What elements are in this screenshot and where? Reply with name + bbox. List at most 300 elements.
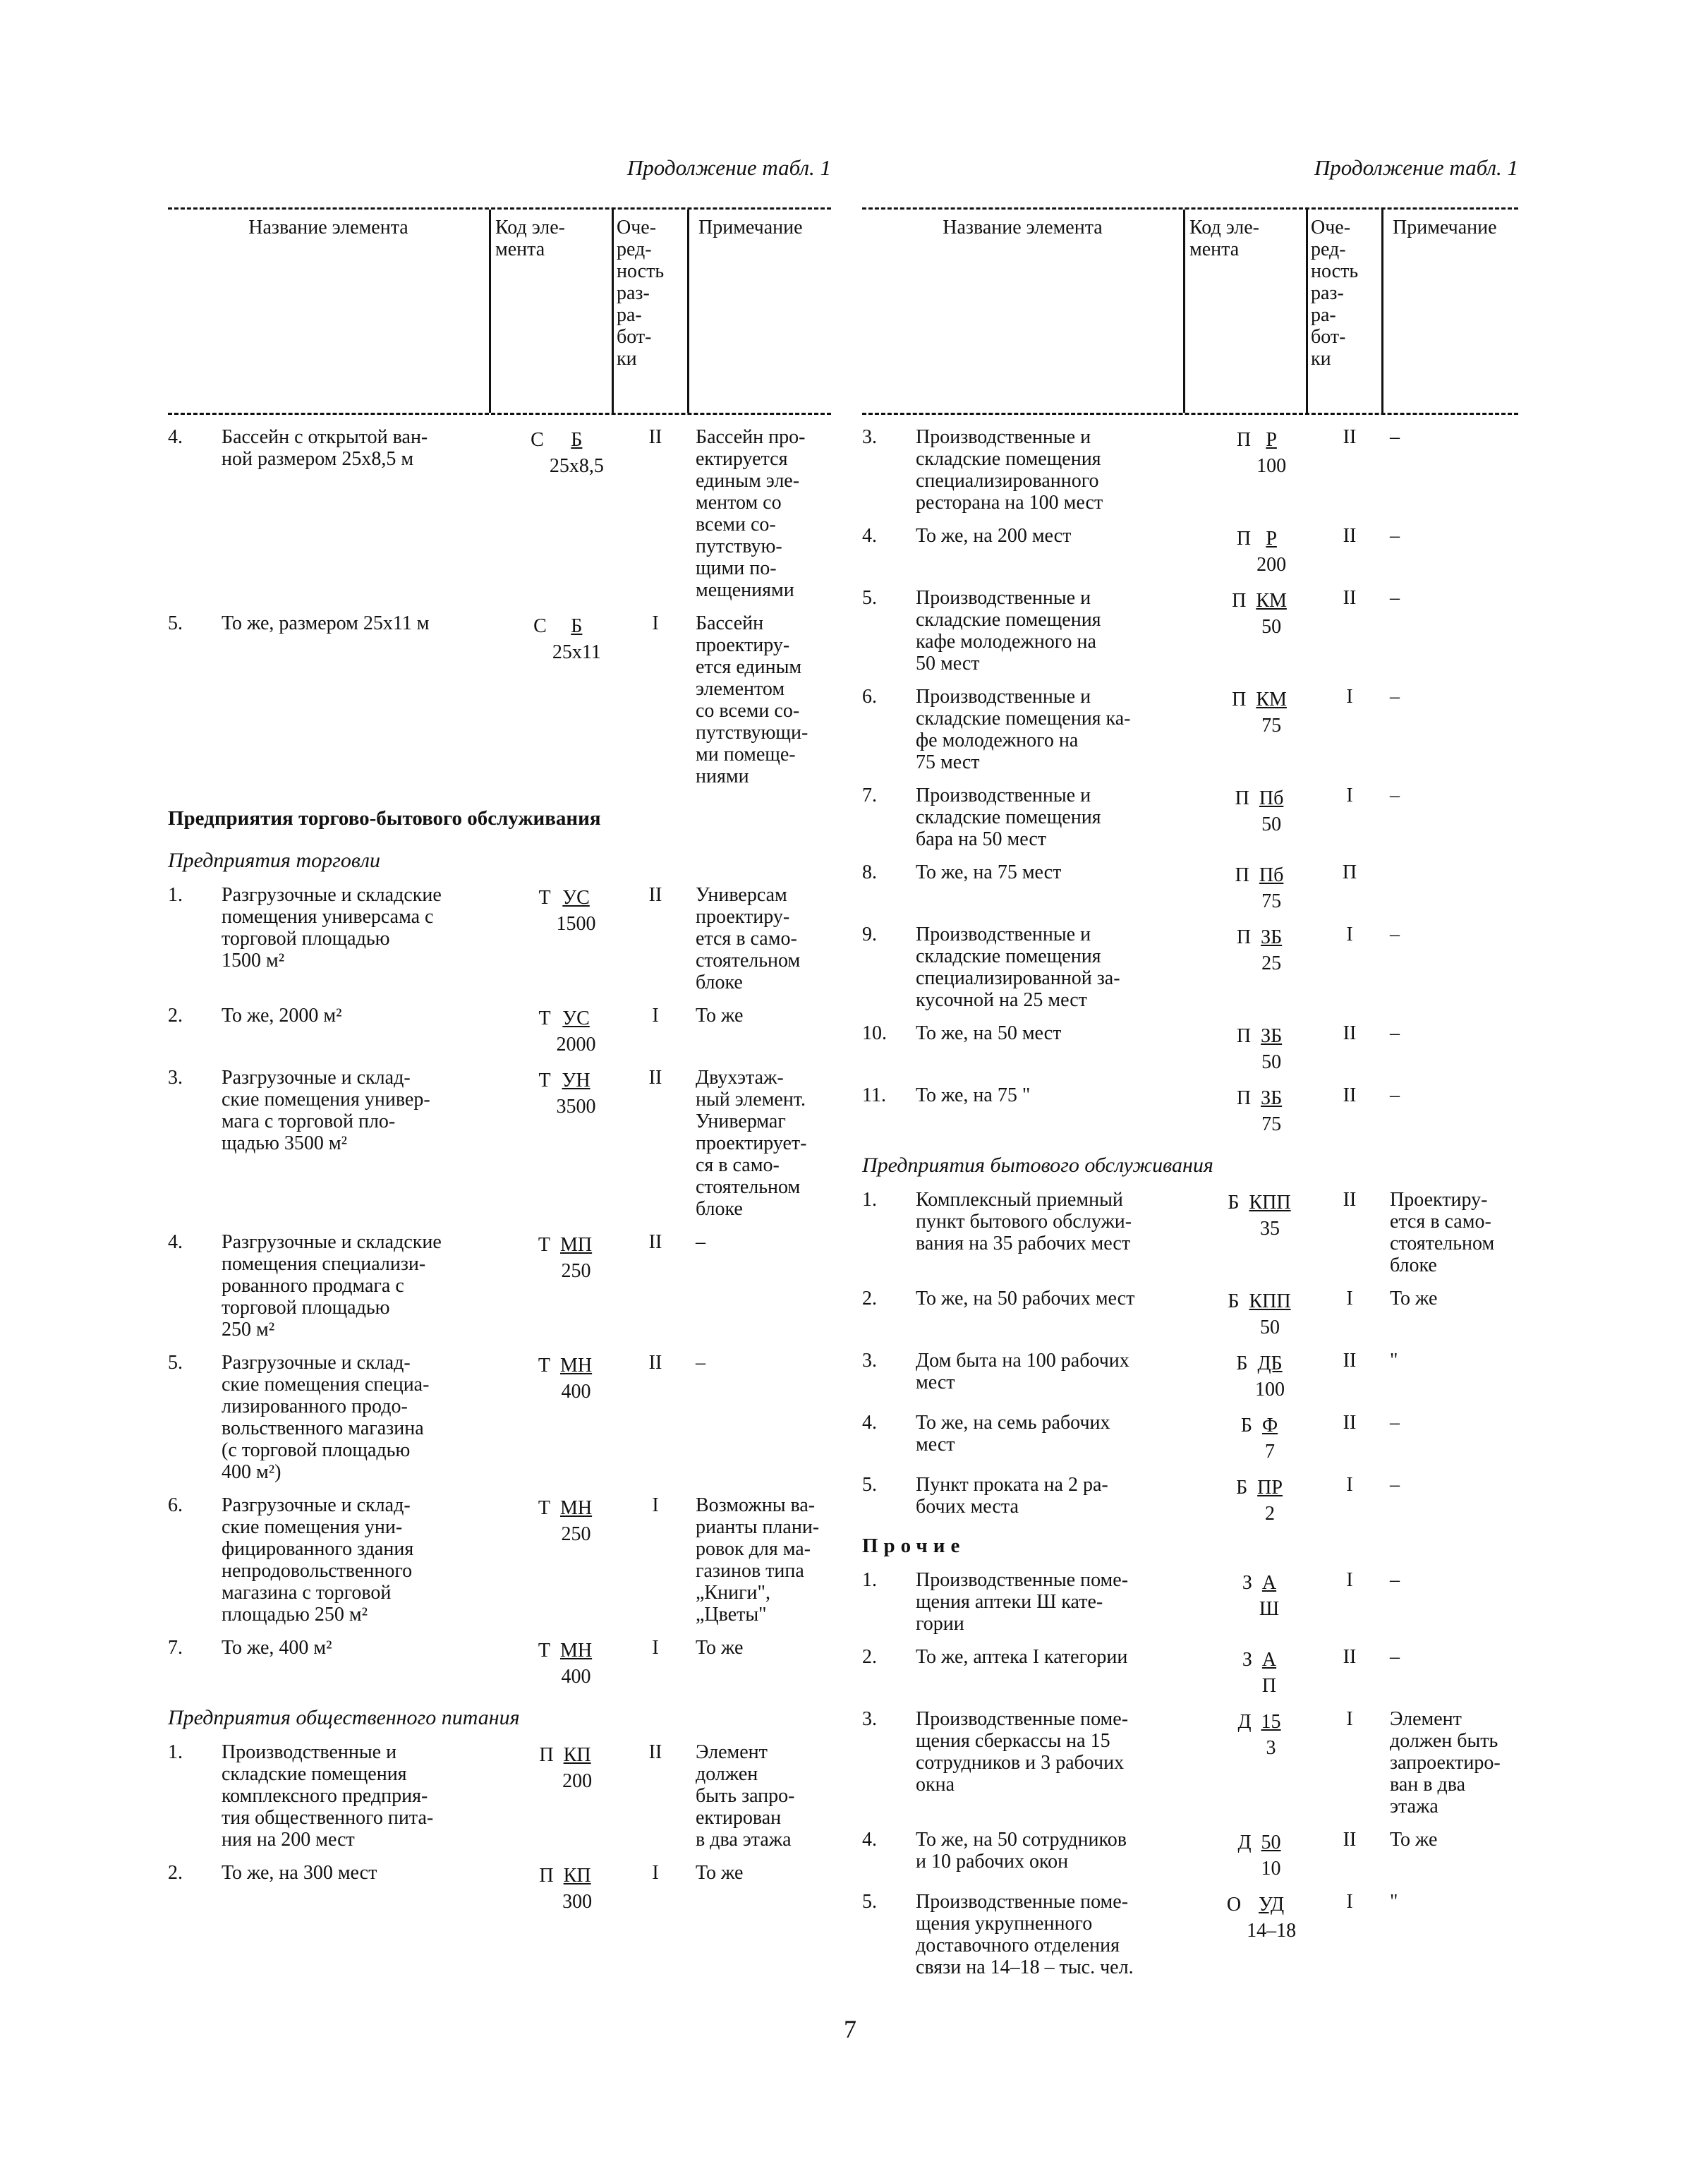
code-letter: З <box>1242 1572 1252 1594</box>
code-fraction <box>1252 689 1291 737</box>
development-order: II <box>648 1352 662 1374</box>
table-row <box>168 1741 831 1851</box>
code-denominator: 75 <box>1261 715 1282 737</box>
table-row <box>168 1067 831 1220</box>
code-numerator: МН <box>559 1640 593 1662</box>
table-row <box>168 1494 831 1626</box>
code-fraction <box>550 429 604 477</box>
code-numerator: Пб <box>1259 787 1284 809</box>
note: – <box>696 1352 705 1374</box>
note: – <box>1390 1474 1400 1496</box>
element-code <box>511 884 624 993</box>
element-name: То же, аптека I категории <box>916 1646 1128 1668</box>
development-order: II <box>648 884 662 906</box>
code-letter: О <box>1226 1894 1242 1916</box>
code-denominator: 200 <box>1256 554 1287 576</box>
subsection-title: Предприятия торговли <box>168 849 380 872</box>
row-number: 2. <box>862 1288 877 1309</box>
element-name: Бассейн с открытой ван- ной размером 25х8,5 м <box>222 426 428 470</box>
element-code <box>511 1862 624 1913</box>
code-numerator: КМ <box>1256 689 1287 710</box>
code-numerator: УН <box>562 1070 590 1091</box>
code-letter: П <box>1236 429 1252 451</box>
code-letter: П <box>539 1744 554 1766</box>
header-order: Оче- ред- ность раз- ра- бот- ки <box>612 210 689 413</box>
development-order: I <box>652 1637 659 1659</box>
row-number: 4. <box>862 1412 877 1434</box>
table-row <box>168 612 831 787</box>
note: – <box>1390 426 1400 448</box>
element-code <box>1205 1350 1318 1400</box>
note: Универсам проектиру- ется в само- стоятельном блоке <box>696 884 801 993</box>
table-row <box>862 1189 1518 1276</box>
code-denominator: 75 <box>1261 1113 1282 1135</box>
row-number: 4. <box>862 1829 877 1851</box>
note: – <box>1390 1569 1400 1591</box>
code-letter: П <box>1235 864 1249 886</box>
right-rows-c <box>862 1569 1518 1978</box>
code-denominator: 200 <box>562 1770 593 1792</box>
table-row <box>168 884 831 993</box>
code-letter: Б <box>1236 1477 1248 1499</box>
row-number: 2. <box>862 1646 877 1668</box>
development-order: II <box>1343 587 1357 609</box>
table-row <box>168 1862 831 1913</box>
code-fraction <box>1255 864 1288 912</box>
row-number: 7. <box>862 785 877 806</box>
note: " <box>1390 1350 1398 1372</box>
note: " <box>1390 1891 1398 1913</box>
note: Двухэтаж- ный элемент. Универмаг проектирует- ся в само- стоятельном блоке <box>696 1067 807 1220</box>
element-name: Дом быта на 100 рабочих мест <box>916 1350 1129 1393</box>
row-number: 3. <box>862 1350 877 1372</box>
note: – <box>1390 1022 1400 1044</box>
development-order: I <box>1346 1891 1353 1913</box>
note: – <box>1390 1646 1400 1668</box>
row-number: 2. <box>168 1005 183 1027</box>
code-numerator: Пб <box>1259 864 1284 886</box>
element-code <box>511 1231 624 1341</box>
note: – <box>1390 587 1400 609</box>
note: То же <box>1390 1829 1438 1851</box>
table-header <box>862 207 1518 415</box>
note: – <box>1390 1412 1400 1434</box>
development-order: I <box>652 1862 659 1884</box>
left-column <box>168 155 831 1913</box>
code-letter: Т <box>538 887 551 909</box>
note: Проектиру- ется в само- стоятельном блоке <box>1390 1189 1495 1276</box>
table-row <box>862 1891 1518 1978</box>
element-code <box>511 426 624 601</box>
element-name: Разгрузочные и склад- ские помещения универ- мага с торговой пло- щадью 3500 м² <box>222 1067 430 1154</box>
code-denominator: 250 <box>561 1260 591 1282</box>
code-denominator: 75 <box>1261 890 1282 912</box>
row-number: 11. <box>862 1084 886 1106</box>
row-number: 4. <box>168 1231 183 1253</box>
code-numerator: Б <box>571 615 583 637</box>
element-code <box>511 1005 624 1055</box>
row-number: 4. <box>168 426 183 448</box>
code-numerator: Р <box>1266 528 1277 550</box>
code-letter: Т <box>538 1497 550 1519</box>
element-name: То же, на 50 рабочих мест <box>916 1288 1135 1309</box>
development-order: I <box>1346 1288 1353 1309</box>
element-code <box>511 612 624 787</box>
code-letter: Т <box>538 1070 551 1091</box>
element-name: Производственные поме- щения укрупненного доставочного отделения связи на 14–18 – тыс. чел. <box>916 1891 1134 1978</box>
code-letter: С <box>531 429 544 451</box>
code-fraction <box>1255 787 1288 835</box>
code-fraction <box>1253 1353 1286 1400</box>
element-name: Комплексный приемный пункт бытового обслужи- вания на 35 рабочих мест <box>916 1189 1132 1254</box>
development-order: II <box>1343 1829 1357 1851</box>
element-name: То же, на 75 " <box>916 1084 1031 1106</box>
code-numerator: УС <box>562 1008 590 1029</box>
code-denominator: 50 <box>1261 1051 1282 1073</box>
element-code <box>1205 426 1318 514</box>
development-order: I <box>1346 686 1353 708</box>
development-order: П <box>1342 861 1357 883</box>
development-order: I <box>1346 924 1353 945</box>
table-row <box>862 1708 1518 1817</box>
element-code <box>1205 1829 1318 1880</box>
code-denominator: 400 <box>561 1381 591 1403</box>
development-order: II <box>1343 426 1357 448</box>
section-title: Предприятия торгово-бытового обслуживания <box>168 807 601 830</box>
code-fraction <box>1244 1192 1295 1240</box>
element-name: Производственные и складские помещения ка- фе молодежного на 75 мест <box>916 686 1131 773</box>
header-code: Код эле- мента <box>491 210 614 413</box>
development-order: II <box>1343 1022 1357 1044</box>
code-letter: П <box>1232 590 1247 612</box>
table-header <box>168 207 831 415</box>
code-numerator: МП <box>559 1234 593 1256</box>
development-order: II <box>1343 1350 1357 1372</box>
row-number: 10. <box>862 1022 887 1044</box>
development-order: II <box>1343 1412 1357 1434</box>
code-denominator: 3 <box>1266 1737 1276 1759</box>
code-numerator: КПП <box>1249 1290 1291 1312</box>
right-column <box>862 155 1518 1978</box>
row-number: 5. <box>168 1352 183 1374</box>
row-number: 1. <box>168 884 183 906</box>
row-number: 6. <box>168 1494 183 1516</box>
row-number: 1. <box>862 1189 877 1211</box>
code-fraction <box>556 1497 596 1545</box>
element-code <box>1205 1569 1318 1635</box>
code-fraction <box>1258 1649 1280 1697</box>
code-numerator: 50 <box>1261 1832 1281 1853</box>
table-row <box>862 1288 1518 1338</box>
left-rows-c <box>168 1741 831 1913</box>
code-denominator: 7 <box>1265 1441 1276 1463</box>
code-fraction <box>556 1355 596 1403</box>
code-letter: П <box>1236 1087 1252 1109</box>
subsection-title: Предприятия бытового обслуживания <box>862 1154 1213 1177</box>
code-letter: П <box>1236 528 1252 550</box>
row-number: 2. <box>168 1862 183 1884</box>
table-row <box>862 686 1518 773</box>
development-order: II <box>648 426 662 448</box>
element-code <box>1205 1891 1318 1978</box>
table-row <box>862 426 1518 514</box>
table-row <box>862 1412 1518 1463</box>
element-name: Пункт проката на 2 ра- бочих места <box>916 1474 1108 1518</box>
table-row <box>862 861 1518 912</box>
code-fraction <box>1244 1290 1295 1338</box>
note: – <box>696 1231 705 1253</box>
note: – <box>1390 525 1400 547</box>
row-number: 3. <box>168 1067 183 1089</box>
code-letter: Д <box>1237 1711 1252 1733</box>
element-code <box>1205 1412 1318 1463</box>
element-name: Разгрузочные и складские помещения универсама с торговой площадью 1500 м² <box>222 884 442 972</box>
row-number: 6. <box>862 686 877 708</box>
note: – <box>1390 1084 1400 1106</box>
code-numerator: 15 <box>1261 1711 1281 1733</box>
element-code <box>1205 1022 1318 1073</box>
subsection-title: Предприятия общественного питания <box>168 1706 520 1729</box>
note: То же <box>696 1005 744 1027</box>
element-name: То же, размером 25х11 м <box>222 612 430 634</box>
element-code <box>1205 1084 1318 1135</box>
table-row <box>862 587 1518 674</box>
row-number: 4. <box>862 525 877 547</box>
development-order: I <box>652 1005 659 1027</box>
table-row <box>168 1231 831 1341</box>
header-code: Код эле- мента <box>1185 210 1308 413</box>
table-row <box>862 1084 1518 1135</box>
header-note: Примечание <box>698 217 803 238</box>
code-fraction <box>559 1744 595 1792</box>
code-denominator: 3500 <box>556 1096 596 1118</box>
note: Элемент должен быть запроектиро- ван в два этажа <box>1390 1708 1501 1817</box>
element-name: То же, на 200 мест <box>916 525 1072 547</box>
row-number: 5. <box>168 612 183 634</box>
table-row <box>862 1569 1518 1635</box>
code-numerator: А <box>1261 1649 1277 1671</box>
code-numerator: Р <box>1266 429 1277 451</box>
element-code <box>1205 525 1318 576</box>
subsection-title: Прочие <box>862 1535 966 1557</box>
code-numerator: КПП <box>1249 1192 1291 1214</box>
header-name: Название элемента <box>168 210 491 413</box>
table-row <box>862 1350 1518 1400</box>
right-rows-a <box>862 426 1518 1135</box>
note: Элемент должен быть запро- ектирован в два этажа <box>696 1741 795 1851</box>
code-fraction <box>1257 1711 1285 1759</box>
code-denominator: 2000 <box>556 1034 596 1055</box>
row-number: 7. <box>168 1637 183 1659</box>
development-order: II <box>1343 525 1357 547</box>
element-name: То же, 400 м² <box>222 1637 332 1659</box>
code-letter: Д <box>1237 1832 1252 1853</box>
note: Бассейн про- ектируется единым эле- ментом со всеми со- путствую- щими по- мещениями <box>696 426 806 601</box>
code-fraction <box>559 1865 595 1913</box>
code-letter: Т <box>538 1355 550 1377</box>
note: Бассейн проектиру- ется единым элементом со всеми со- путствующи- ми помеще- ниями <box>696 612 808 787</box>
element-name: Производственные и складские помещения бара на 50 мест <box>916 785 1101 850</box>
note: – <box>1390 785 1400 806</box>
code-fraction <box>556 1234 596 1282</box>
note: То же <box>696 1862 744 1884</box>
table-row <box>862 1474 1518 1525</box>
note: – <box>1390 686 1400 708</box>
code-fraction <box>1256 528 1286 576</box>
table-row <box>862 924 1518 1011</box>
code-letter: П <box>1232 689 1247 710</box>
development-order: I <box>652 1494 659 1516</box>
element-code <box>1205 1474 1318 1525</box>
code-fraction <box>556 1640 596 1688</box>
row-number: 3. <box>862 426 877 448</box>
code-letter: П <box>1236 1025 1252 1047</box>
element-name: Производственные и складские помещения кафе молодежного на 50 мест <box>916 587 1101 674</box>
code-letter: С <box>533 615 547 637</box>
code-letter: П <box>1235 787 1249 809</box>
development-order: II <box>648 1231 662 1253</box>
element-name: То же, на 300 мест <box>222 1862 377 1884</box>
element-code <box>1205 1189 1318 1276</box>
code-numerator: КП <box>563 1744 591 1766</box>
code-denominator: 50 <box>1261 813 1282 835</box>
code-fraction <box>1256 926 1286 974</box>
row-number: 1. <box>862 1569 877 1591</box>
element-code <box>511 1494 624 1626</box>
code-denominator: 10 <box>1261 1858 1281 1880</box>
code-numerator: Ф <box>1261 1415 1278 1436</box>
row-number: 1. <box>168 1741 183 1763</box>
code-fraction <box>557 887 596 935</box>
right-rows-b <box>862 1189 1518 1525</box>
code-numerator: ПР <box>1257 1477 1283 1499</box>
code-denominator: 250 <box>561 1523 591 1545</box>
code-fraction <box>1258 1415 1282 1463</box>
code-letter: Т <box>538 1234 550 1256</box>
page-number: 7 <box>844 2015 856 2043</box>
code-numerator: А <box>1261 1572 1277 1594</box>
element-name: То же, на 50 мест <box>916 1022 1062 1044</box>
table-row <box>862 785 1518 850</box>
code-fraction <box>557 1008 596 1055</box>
element-name: Разгрузочные и склад- ские помещения уни- фицированного здания непродовольственного магазина с торговой площадью 250 м² <box>222 1494 414 1626</box>
table-row <box>168 426 831 601</box>
code-denominator: 35 <box>1260 1218 1280 1240</box>
element-code <box>511 1352 624 1483</box>
code-denominator: П <box>1261 1675 1277 1697</box>
table-row <box>862 525 1518 576</box>
code-denominator: 1500 <box>556 913 596 935</box>
element-name: Производственные и складские помещения специализированного ресторана на 100 мест <box>916 426 1103 514</box>
code-denominator: 300 <box>562 1891 593 1913</box>
code-numerator: УД <box>1259 1894 1285 1916</box>
code-numerator: МН <box>559 1497 593 1519</box>
development-order: II <box>1343 1646 1357 1668</box>
code-numerator: ДБ <box>1257 1353 1283 1374</box>
element-name: Производственные и складские помещения комплексного предприя- тия общественного пита- ния на 200 мест <box>222 1741 434 1851</box>
note <box>1381 861 1518 912</box>
code-denominator: 400 <box>561 1666 591 1688</box>
table-row <box>168 1637 831 1688</box>
note: То же <box>696 1637 744 1659</box>
element-code <box>1205 1646 1318 1697</box>
table-caption: Продолжение табл. 1 <box>1314 155 1518 180</box>
development-order: I <box>1346 1708 1353 1730</box>
element-code <box>1205 924 1318 1011</box>
development-order: II <box>648 1741 662 1763</box>
element-code <box>1205 587 1318 674</box>
development-order: I <box>1346 785 1353 806</box>
code-fraction <box>552 615 601 663</box>
table-row <box>168 1005 831 1055</box>
table-caption: Продолжение табл. 1 <box>626 155 831 180</box>
element-name: То же, на 75 мест <box>916 861 1062 883</box>
left-rows-a <box>168 426 831 787</box>
development-order: I <box>1346 1474 1353 1496</box>
row-number: 5. <box>862 587 877 609</box>
note: – <box>1390 924 1400 945</box>
table-row <box>862 1022 1518 1073</box>
code-denominator: 50 <box>1261 616 1282 638</box>
element-code <box>511 1067 624 1220</box>
code-numerator: КП <box>563 1865 591 1887</box>
code-denominator: 2 <box>1265 1503 1276 1525</box>
element-name: Производственные поме- щения аптеки Ш катe- гории <box>916 1569 1129 1635</box>
element-code <box>1205 785 1318 850</box>
code-denominator: 25х8,5 <box>549 455 604 477</box>
header-name: Название элемента <box>862 210 1185 413</box>
code-letter: Т <box>538 1008 551 1029</box>
note: То же <box>1390 1288 1438 1309</box>
code-letter: П <box>539 1865 554 1887</box>
element-name: Производственные поме- щения сберкассы на 15 сотрудников и 3 рабочих окна <box>916 1708 1129 1796</box>
element-code <box>511 1741 624 1851</box>
row-number: 3. <box>862 1708 877 1730</box>
code-numerator: МН <box>559 1355 593 1377</box>
row-number: 9. <box>862 924 877 945</box>
code-fraction <box>1256 1087 1286 1135</box>
code-fraction <box>1256 1025 1286 1073</box>
header-order: Оче- ред- ность раз- ра- бот- ки <box>1307 210 1383 413</box>
code-fraction <box>1256 429 1286 477</box>
code-letter: Б <box>1228 1192 1240 1214</box>
code-fraction <box>557 1070 596 1118</box>
row-number: 5. <box>862 1474 877 1496</box>
element-name: Производственные и складские помещения специализированной за- кусочной на 25 мест <box>916 924 1120 1011</box>
code-fraction <box>1252 590 1291 638</box>
element-code <box>1205 861 1318 912</box>
code-numerator: ЗБ <box>1261 1087 1283 1109</box>
element-name: То же, на 50 сотрудников и 10 рабочих окон <box>916 1829 1127 1872</box>
code-letter: З <box>1242 1649 1252 1671</box>
code-fraction <box>1257 1832 1285 1880</box>
code-letter: Б <box>1240 1415 1252 1436</box>
code-letter: Б <box>1228 1290 1240 1312</box>
code-numerator: Б <box>571 429 583 451</box>
element-name: То же, 2000 м² <box>222 1005 342 1027</box>
code-denominator: 25 <box>1261 952 1282 974</box>
code-letter: Б <box>1236 1353 1248 1374</box>
row-number: 5. <box>862 1891 877 1913</box>
code-numerator: КМ <box>1256 590 1287 612</box>
element-code <box>1205 686 1318 773</box>
code-numerator: УС <box>562 887 590 909</box>
code-denominator: 25х11 <box>552 641 601 663</box>
element-code <box>1205 1288 1318 1338</box>
code-fraction <box>1253 1477 1287 1525</box>
element-name: Разгрузочные и складские помещения специализи- рованного продмага с торговой площадью 250 м² <box>222 1231 442 1341</box>
row-number: 8. <box>862 861 877 883</box>
